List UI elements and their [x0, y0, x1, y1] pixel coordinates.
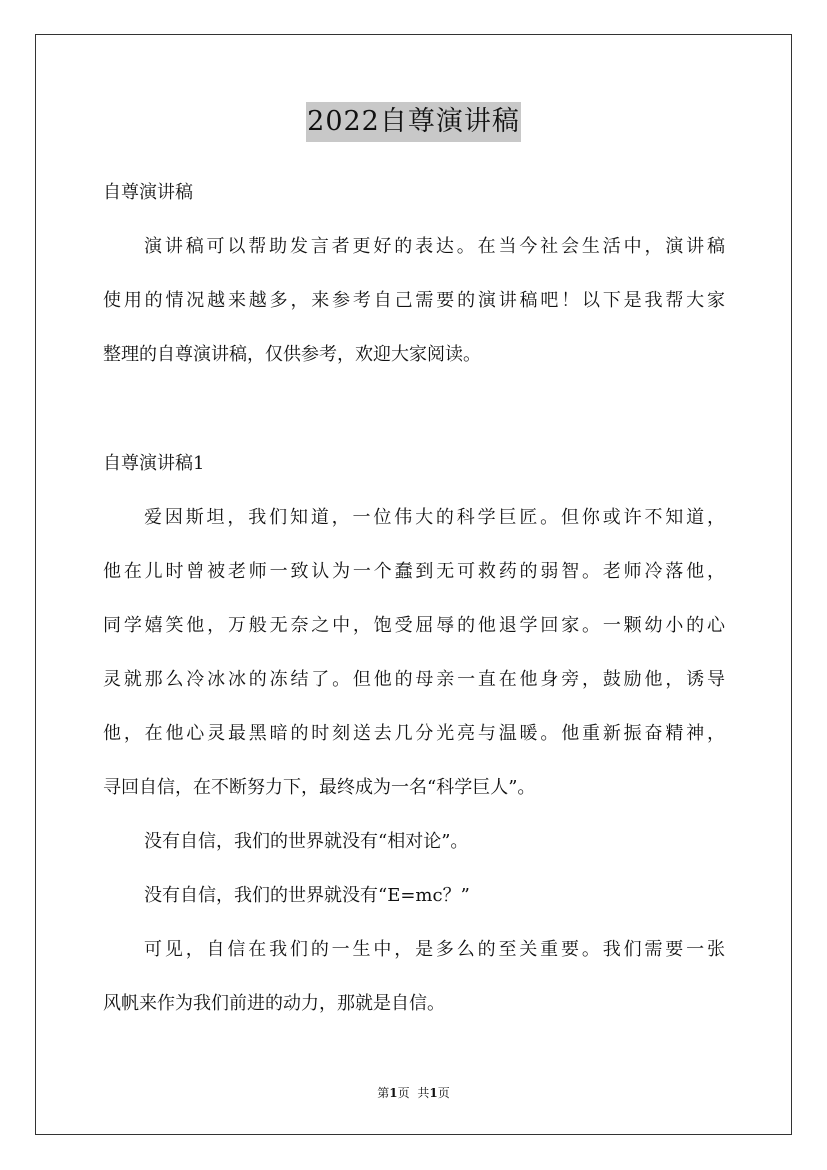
section-heading: 自尊演讲稿	[103, 182, 193, 203]
paragraph-line: 整理的自尊演讲稿，仅供参考，欢迎大家阅读。	[103, 344, 481, 365]
paragraph-line: 没有自信，我们的世界就没有“相对论”。	[144, 831, 469, 852]
page-footer	[0, 1085, 827, 1101]
paragraph-line: 灵就那么冷冰冰的冻结了。但他的母亲一直在他身旁，鼓励他，诱导	[103, 669, 725, 690]
footer-total-suffix: 页	[437, 1086, 450, 1100]
paragraph-line: 寻回自信，在不断努力下，最终成为一名“科学巨人”。	[103, 777, 536, 798]
footer-total-prefix: 共	[417, 1086, 430, 1100]
paragraph-line: 他，在他心灵最黑暗的时刻送去几分光亮与温暖。他重新振奋精神，	[103, 723, 725, 744]
paragraph-line: 使用的情况越来越多，来参考自己需要的演讲稿吧！以下是我帮大家	[103, 290, 725, 311]
paragraph-line: 没有自信，我们的世界就没有“E=mc？”	[144, 885, 470, 906]
footer-page-suffix: 页	[397, 1086, 410, 1100]
paragraph-line: 爱因斯坦，我们知道，一位伟大的科学巨匠。但你或许不知道，	[144, 507, 725, 528]
paragraph-line: 同学嬉笑他，万般无奈之中，饱受屈辱的他退学回家。一颗幼小的心	[103, 615, 725, 636]
paragraph-line: 风帆来作为我们前进的动力，那就是自信。	[103, 993, 445, 1014]
footer-page-number: 1	[389, 1086, 398, 1100]
footer-page-prefix: 第	[377, 1086, 390, 1100]
paragraph-line: 他在儿时曾被老师一致认为一个蠢到无可救药的弱智。老师冷落他，	[103, 561, 725, 582]
document-title: 2022自尊演讲稿	[306, 102, 521, 142]
title-block	[0, 102, 827, 142]
paragraph-line: 可见，自信在我们的一生中，是多么的至关重要。我们需要一张	[144, 939, 725, 960]
paragraph-line: 演讲稿可以帮助发言者更好的表达。在当今社会生活中，演讲稿	[144, 236, 725, 257]
footer-total-pages: 1	[429, 1086, 438, 1100]
section-heading: 自尊演讲稿1	[103, 453, 205, 474]
